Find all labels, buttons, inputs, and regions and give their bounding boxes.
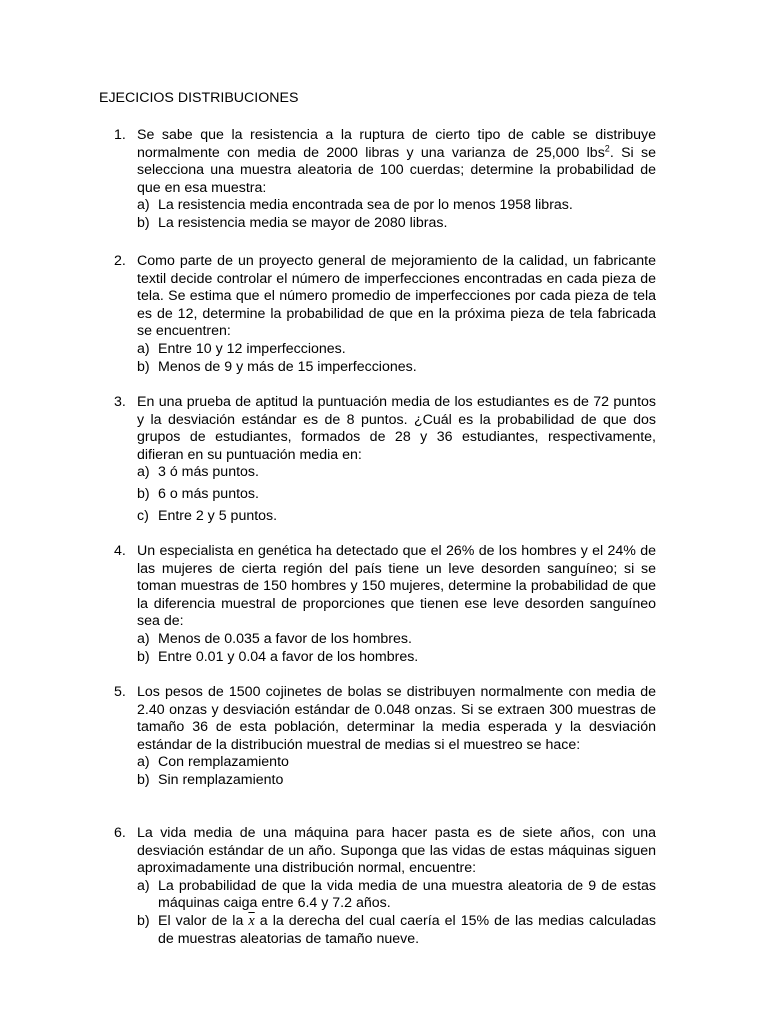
subquestion-text: Menos de 9 y más de 15 imperfecciones. bbox=[158, 358, 417, 375]
subquestion-list bbox=[137, 464, 656, 525]
exercise-text: Como parte de un proyecto general de mejoramiento de la calidad, un fabricante textil decide controlar el número de imperfecciones encontradas en cada pieza de tela. Se estima que el número promedio de imperfecciones por cada pieza de tela es de 12, determine la probabilidad de que en la próxima pieza de tela fabricada se encuentren: bbox=[137, 253, 656, 340]
subquestion-text-part: El valor de la bbox=[158, 912, 249, 929]
subquestion-item bbox=[137, 508, 656, 526]
exercise-number: 6. bbox=[114, 825, 126, 841]
superscript-exponent: 2 bbox=[604, 142, 610, 153]
exercise-number: 3. bbox=[114, 394, 126, 410]
subquestion-list bbox=[137, 754, 656, 789]
subquestion-text: Entre 10 y 12 imperfecciones. bbox=[158, 340, 346, 357]
exercise-number: 4. bbox=[114, 543, 126, 559]
subquestion-label: a) bbox=[137, 630, 150, 647]
subquestion-item bbox=[137, 913, 656, 948]
exercise-5 bbox=[114, 684, 656, 790]
subquestion-list bbox=[137, 878, 656, 948]
exercise-text: Los pesos de 1500 cojinetes de bolas se distribuyen normalmente con media de 2.40 onzas y desviación estándar de 0.048 onzas. Si se extraen 300 muestras de tamaño 36 de esta población, determinar la media esperada y la desviación estándar de la distribución muestral de medias si el muestreo se hace: bbox=[137, 684, 656, 753]
exercise-number: 2. bbox=[114, 253, 126, 269]
exercise-4 bbox=[114, 543, 656, 666]
subquestion-item bbox=[137, 464, 656, 482]
subquestion-list bbox=[137, 631, 656, 666]
subquestion-list bbox=[137, 197, 656, 232]
exercise-number: 5. bbox=[114, 684, 126, 700]
subquestion-label: b) bbox=[137, 912, 150, 929]
subquestion-text: 6 o más puntos. bbox=[158, 485, 259, 502]
exercise-text: Un especialista en genética ha detectado que el 26% de los hombres y el 24% de las mujeres de cierta región del país tiene un leve desorden sanguíneo; si se toman muestras de 150 hombres y 150 mujeres, determine la probabilidad de que la diferencia muestral de proporciones que tienen ese leve desorden sanguíneo sea de: bbox=[137, 543, 656, 630]
exercise-2 bbox=[114, 253, 656, 376]
subquestion-label: a) bbox=[137, 340, 150, 357]
subquestion-item bbox=[137, 486, 656, 504]
exercise-text-part: Se sabe que la resistencia a la ruptura de cierto tipo de cable se distribuye normalmente con media de 2000 libras y una varianza de 25,000 lbs bbox=[137, 127, 656, 161]
subquestion-label: b) bbox=[137, 771, 150, 788]
subquestion-label: a) bbox=[137, 877, 150, 894]
subquestion-label: b) bbox=[137, 358, 150, 375]
subquestion-item bbox=[137, 631, 656, 649]
subquestion-item bbox=[137, 772, 656, 790]
exercise-text bbox=[137, 127, 656, 197]
subquestion-text: Entre 0.01 y 0.04 a favor de los hombres. bbox=[158, 648, 419, 665]
subquestion-item bbox=[137, 878, 656, 913]
exercise-number: 1. bbox=[114, 127, 126, 143]
subquestion-text: 3 ó más puntos. bbox=[158, 464, 259, 481]
subquestion-item bbox=[137, 215, 656, 233]
exercise-1 bbox=[114, 127, 656, 233]
exercise-3 bbox=[114, 394, 656, 525]
subquestion-list bbox=[137, 341, 656, 376]
subquestion-text: Con remplazamiento bbox=[158, 754, 289, 771]
subquestion-item bbox=[137, 197, 656, 215]
subquestion-label: c) bbox=[137, 507, 149, 524]
subquestion-item bbox=[137, 341, 656, 359]
subquestion-label: a) bbox=[137, 197, 150, 214]
subquestion-text: Sin remplazamiento bbox=[158, 771, 284, 788]
exercise-text: La vida media de una máquina para hacer pasta es de siete años, con una desviación estándar de un año. Suponga que las vidas de estas máquinas siguen aproximadamente una distribución normal, encuentre: bbox=[137, 825, 656, 877]
exercise-body bbox=[137, 543, 656, 666]
exercise-body bbox=[137, 394, 656, 525]
document-title: EJECICIOS DISTRIBUCIONES bbox=[99, 90, 299, 106]
subquestion-text: La probabilidad de que la vida media de una muestra aleatoria de 9 de estas máquinas caiga entre 6.4 y 7.2 años. bbox=[158, 877, 656, 912]
subquestion-text bbox=[158, 913, 656, 947]
subquestion-text: Entre 2 y 5 puntos. bbox=[158, 507, 278, 524]
x-bar-symbol: $\overline{x}$ bbox=[248, 912, 255, 929]
exercise-text-part: . Si se selecciona una muestra aleatoria de 100 cuerdas; determine la probabilidad de que en esa muestra: bbox=[137, 144, 656, 196]
subquestion-label: a) bbox=[137, 754, 150, 771]
exercise-text: En una prueba de aptitud la puntuación media de los estudiantes es de 72 puntos y la desviación estándar es de 8 puntos. ¿Cuál es la probabilidad de que dos grupos de estudiantes, formados de 28 y 36 estudiantes, respectivamente, difieran en su puntuación media en: bbox=[137, 394, 656, 463]
subquestion-text: La resistencia media se mayor de 2080 libras. bbox=[158, 214, 448, 231]
exercise-body bbox=[137, 127, 656, 233]
subquestion-item bbox=[137, 649, 656, 667]
subquestion-item bbox=[137, 754, 656, 772]
subquestion-label: b) bbox=[137, 648, 150, 665]
exercise-6 bbox=[114, 825, 656, 948]
subquestion-text-part: a la derecha del cual caería el 15% de las medias calculadas de muestras aleatorias de tamaño nueve. bbox=[158, 912, 656, 947]
subquestion-label: b) bbox=[137, 214, 150, 231]
subquestion-label: b) bbox=[137, 485, 150, 502]
subquestion-text: La resistencia media encontrada sea de por lo menos 1958 libras. bbox=[158, 197, 573, 214]
subquestion-text: Menos de 0.035 a favor de los hombres. bbox=[158, 630, 412, 647]
exercise-body bbox=[137, 684, 656, 790]
subquestion-label: a) bbox=[137, 464, 150, 481]
exercise-body bbox=[137, 825, 656, 948]
exercise-body bbox=[137, 253, 656, 376]
subquestion-item bbox=[137, 359, 656, 377]
